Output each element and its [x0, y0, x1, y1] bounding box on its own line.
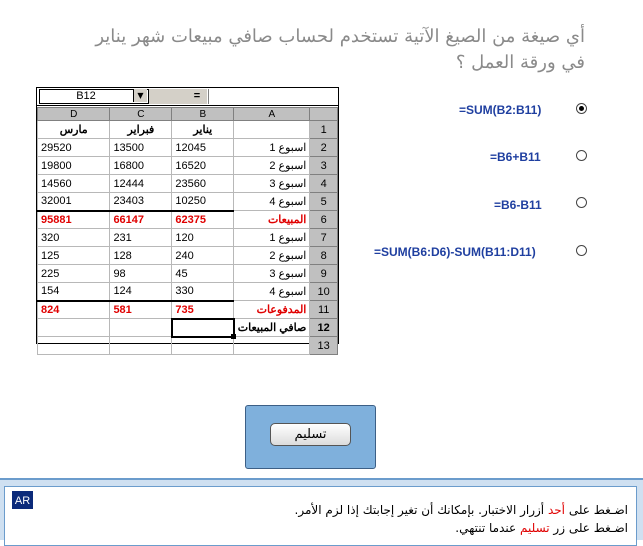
- cell-A8: اسبوع 2: [234, 247, 310, 265]
- radio-selected-dot: [579, 106, 584, 111]
- instruction-line-1: [295, 503, 628, 517]
- table-row: [38, 247, 338, 265]
- name-box: B12: [39, 89, 149, 104]
- table-row: [38, 175, 338, 193]
- column-header: B: [172, 108, 234, 121]
- cell-D6: 95881: [38, 211, 110, 229]
- formula-input: [208, 89, 336, 104]
- row-header: 9: [310, 265, 338, 283]
- table-row: [38, 301, 338, 319]
- cell-D5: 32001: [38, 193, 110, 211]
- row-header: 1: [310, 121, 338, 139]
- row-header: 10: [310, 283, 338, 301]
- cell-B13: [172, 337, 234, 355]
- cell-A1: [234, 121, 310, 139]
- cell-C9: 98: [110, 265, 172, 283]
- cell-D9: 225: [38, 265, 110, 283]
- table-row: [38, 121, 338, 139]
- cell-B1: يناير: [172, 121, 234, 139]
- cell-D2: 29520: [38, 139, 110, 157]
- sheet-corner: [310, 108, 338, 121]
- cell-A7: اسبوع 1: [234, 229, 310, 247]
- cell-A5: اسبوع 4: [234, 193, 310, 211]
- cell-D7: 320: [38, 229, 110, 247]
- cell-B6: 62375: [172, 211, 234, 229]
- sheet-grid: [37, 107, 338, 355]
- cell-B3: 16520: [172, 157, 234, 175]
- instruction-line-1-b: أزرار الاختبار. بإمكانك أن تغير إجابتك إذا لزم الأمر.: [294, 503, 548, 517]
- cell-C4: 12444: [110, 175, 172, 193]
- row-header: 3: [310, 157, 338, 175]
- cell-D4: 14560: [38, 175, 110, 193]
- cell-D1: مارس: [38, 121, 110, 139]
- cell-B5: 10250: [172, 193, 234, 211]
- column-header: D: [38, 108, 110, 121]
- table-row: [38, 139, 338, 157]
- cell-C2: 13500: [110, 139, 172, 157]
- row-header: 5: [310, 193, 338, 211]
- cell-D3: 19800: [38, 157, 110, 175]
- cell-B9: 45: [172, 265, 234, 283]
- cell-C8: 128: [110, 247, 172, 265]
- row-header: 8: [310, 247, 338, 265]
- cell-A2: اسبوع 1: [234, 139, 310, 157]
- instruction-line-2-b: عندما تنتهي.: [455, 521, 520, 535]
- instruction-line-2-a: اضـغط على زر: [549, 521, 628, 535]
- option-3-radio[interactable]: [576, 197, 587, 208]
- cell-A6: المبيعات: [234, 211, 310, 229]
- fill-handle: [231, 334, 236, 339]
- table-row: [38, 229, 338, 247]
- column-header: A: [234, 108, 310, 121]
- cell-D12: [38, 319, 110, 337]
- cell-C1: فبراير: [110, 121, 172, 139]
- submit-button[interactable]: تسليم: [270, 423, 351, 446]
- cell-D8: 125: [38, 247, 110, 265]
- instruction-line-1-highlight: أحد: [547, 503, 566, 517]
- table-row: [38, 337, 338, 355]
- table-row: [38, 283, 338, 301]
- formula-equals-icon: =: [193, 90, 201, 102]
- option-4-text[interactable]: =SUM(B6:D6)-SUM(B11:D11): [374, 245, 536, 259]
- cell-A10: اسبوع 4: [234, 283, 310, 301]
- cell-A11: المدفوعات: [234, 301, 310, 319]
- option-1-radio[interactable]: [576, 103, 587, 114]
- question-text: أي صيغة من الصيغ الآتية تستخدم لحساب صافي مبيعات شهر يناير في ورقة العمل ؟: [95, 26, 585, 73]
- table-row: [38, 265, 338, 283]
- cell-B4: 23560: [172, 175, 234, 193]
- submit-panel: [245, 405, 376, 469]
- instructions-panel: [0, 478, 643, 540]
- cell-B7: 120: [172, 229, 234, 247]
- column-header: C: [110, 108, 172, 121]
- cell-C6: 66147: [110, 211, 172, 229]
- cell-A3: اسبوع 2: [234, 157, 310, 175]
- cell-B2: 12045: [172, 139, 234, 157]
- row-header: 12: [310, 319, 338, 337]
- instruction-line-2-highlight: تسليم: [519, 521, 550, 535]
- cell-C13: [110, 337, 172, 355]
- instructions-box: [4, 486, 637, 546]
- option-4-radio[interactable]: [576, 245, 587, 256]
- cell-C7: 231: [110, 229, 172, 247]
- row-header: 13: [310, 337, 338, 355]
- cell-C10: 124: [110, 283, 172, 301]
- row-header: 4: [310, 175, 338, 193]
- cell-B8: 240: [172, 247, 234, 265]
- cell-A13: [234, 337, 310, 355]
- formula-bar: [37, 88, 338, 106]
- table-row: [38, 157, 338, 175]
- option-2-radio[interactable]: [576, 150, 587, 161]
- cell-B11: 735: [172, 301, 234, 319]
- cell-A9: اسبوع 3: [234, 265, 310, 283]
- table-row: [38, 319, 338, 337]
- instruction-line-2: [455, 521, 628, 535]
- option-3-text[interactable]: =B6-B11: [494, 198, 542, 212]
- cell-C3: 16800: [110, 157, 172, 175]
- cell-C5: 23403: [110, 193, 172, 211]
- cell-A4: اسبوع 3: [234, 175, 310, 193]
- instruction-line-1-a: اضـغط على: [565, 503, 628, 517]
- cell-C12: [110, 319, 172, 337]
- cell-B12: [172, 319, 234, 337]
- spreadsheet-image: [36, 87, 339, 352]
- cell-D11: 824: [38, 301, 110, 319]
- option-1-text[interactable]: =SUM(B2:B11): [459, 103, 542, 117]
- cell-D13: [38, 337, 110, 355]
- cell-A12: صافي المبيعات: [234, 319, 310, 337]
- row-header: 2: [310, 139, 338, 157]
- table-row: [38, 211, 338, 229]
- row-header: 11: [310, 301, 338, 319]
- option-2-text[interactable]: =B6+B11: [490, 150, 541, 164]
- cell-B10: 330: [172, 283, 234, 301]
- row-header: 7: [310, 229, 338, 247]
- language-badge[interactable]: AR: [11, 490, 34, 510]
- table-row: [38, 193, 338, 211]
- cell-C11: 581: [110, 301, 172, 319]
- name-box-dropdown-icon: ▼: [133, 89, 147, 102]
- row-header: 6: [310, 211, 338, 229]
- cell-D10: 154: [38, 283, 110, 301]
